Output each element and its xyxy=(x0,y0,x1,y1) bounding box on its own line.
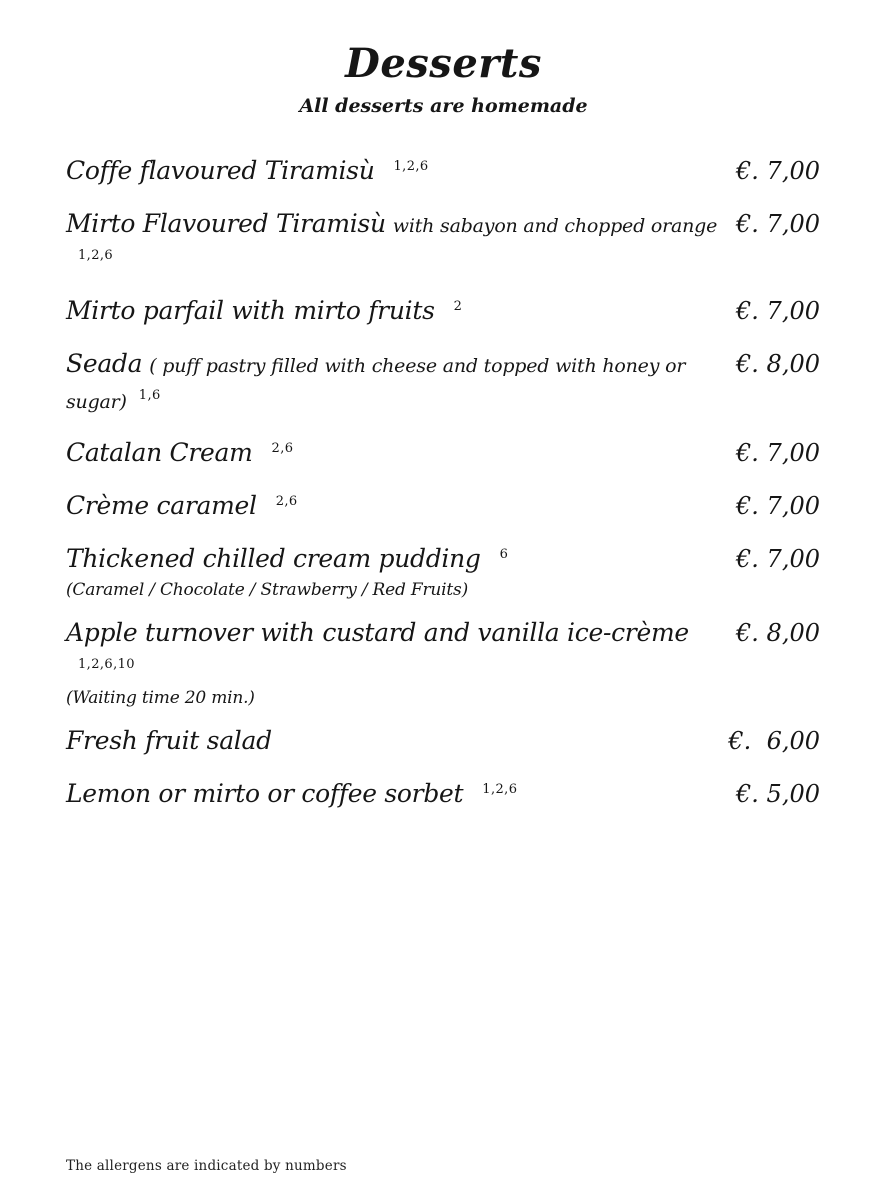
item-text: Mirto parfail with mirto fruits 2 xyxy=(66,296,463,325)
menu-header xyxy=(0,0,887,117)
item-name: Thickened chilled cream pudding xyxy=(66,544,481,573)
menu-item-list xyxy=(0,117,887,813)
menu-item xyxy=(66,154,820,190)
item-note: (Waiting time 20 min.) xyxy=(66,688,255,708)
item-price: €. 8,00 xyxy=(736,619,820,647)
menu-item xyxy=(66,724,820,760)
item-name: Fresh fruit salad xyxy=(66,726,272,755)
item-price: €. 5,00 xyxy=(736,780,820,808)
menu-item xyxy=(66,207,820,277)
item-text: Seada ( puff pastry filled with cheese and topped with honey or sugar) 1,6 xyxy=(66,349,686,413)
item-text: Lemon or mirto or coffee sorbet 1,2,6 xyxy=(66,779,518,808)
item-price: €. 7,00 xyxy=(736,492,820,520)
item-name: Coffe flavoured Tiramisù xyxy=(66,156,375,185)
item-name: Lemon or mirto or coffee sorbet xyxy=(66,779,464,808)
item-text xyxy=(66,724,291,760)
item-note: (Caramel / Chocolate / Strawberry / Red Fruits) xyxy=(66,580,469,600)
allergen-footnote: The allergens are indicated by numbers xyxy=(66,1158,347,1174)
item-text: Coffe flavoured Tiramisù 1,2,6 xyxy=(66,156,429,185)
item-text: Mirto Flavoured Tiramisù with sabayon and chopped orange1,2,6 xyxy=(66,209,718,263)
menu-item-row xyxy=(66,347,820,419)
item-name: Mirto Flavoured Tiramisù xyxy=(66,209,386,238)
item-price: €. 7,00 xyxy=(736,157,820,185)
item-price: €. 7,00 xyxy=(736,545,820,573)
menu-item-row xyxy=(66,436,820,472)
menu-item-row xyxy=(66,724,820,760)
item-price: €. 7,00 xyxy=(736,439,820,467)
item-price: €. 8,00 xyxy=(736,350,820,378)
item-price: €. 7,00 xyxy=(736,210,820,238)
item-description: with sabayon and chopped orange xyxy=(392,215,718,237)
page-title: Desserts xyxy=(345,40,542,87)
menu-item-row xyxy=(66,542,820,578)
item-text: Catalan Cream 2,6 xyxy=(66,438,294,467)
menu-item-row xyxy=(66,616,820,686)
item-name: Crème caramel xyxy=(66,491,257,520)
item-text: Thickened chilled cream pudding 6 xyxy=(66,544,509,573)
item-name: Apple turnover with custard and vanilla ice-crème xyxy=(66,618,689,647)
page-subtitle: All desserts are homemade xyxy=(299,95,588,117)
menu-item xyxy=(66,347,820,419)
item-name: Mirto parfail with mirto fruits xyxy=(66,296,435,325)
item-name: Seada xyxy=(66,349,143,378)
menu-item xyxy=(66,294,820,330)
menu-item xyxy=(66,616,820,710)
item-price: €. 6,00 xyxy=(728,727,820,755)
menu-item xyxy=(66,436,820,472)
item-text: Crème caramel 2,6 xyxy=(66,491,298,520)
item-price: €. 7,00 xyxy=(736,297,820,325)
menu-item-row xyxy=(66,294,820,330)
menu-item-row xyxy=(66,154,820,190)
menu-item-row xyxy=(66,489,820,525)
item-text: Apple turnover with custard and vanilla ice-crème1,2,6,10 xyxy=(66,618,689,672)
menu-item xyxy=(66,489,820,525)
menu-item-row xyxy=(66,207,820,277)
item-description: ( puff pastry filled with cheese and topped with honey or sugar) xyxy=(66,355,686,413)
menu-item xyxy=(66,542,820,602)
item-name: Catalan Cream xyxy=(66,438,253,467)
menu-item xyxy=(66,777,820,813)
menu-item-row xyxy=(66,777,820,813)
